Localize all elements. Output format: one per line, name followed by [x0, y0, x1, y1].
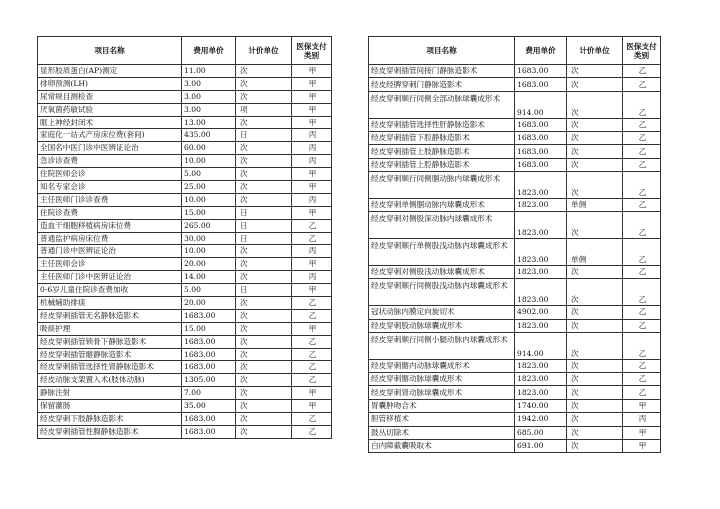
item-name-cell: 经皮穿刺插管性腺静脉造影术	[38, 425, 182, 438]
billing-unit-cell: 日	[236, 129, 292, 142]
insurance-category-cell: 丙	[623, 413, 661, 426]
insurance-category-cell: 乙	[292, 335, 332, 348]
insurance-category-cell: 甲	[292, 90, 332, 103]
table-row	[38, 245, 332, 258]
insurance-category-cell: 乙	[623, 65, 661, 78]
unit-price-cell: 1823.00	[515, 386, 567, 399]
insurance-category-cell: 乙	[623, 118, 661, 131]
billing-unit-cell: 次	[567, 426, 623, 439]
insurance-category-cell: 乙	[292, 361, 332, 374]
table-row	[38, 309, 332, 322]
table-row	[38, 193, 332, 206]
header-item-name: 项目名称	[38, 37, 182, 65]
insurance-category-cell: 乙	[623, 131, 661, 144]
item-name-cell: 眶上神经封闭术	[38, 116, 182, 129]
unit-price-cell: 435.00	[182, 129, 236, 142]
table-header-row	[369, 37, 661, 65]
table-header-row	[38, 37, 332, 65]
unit-price-cell: 1683.00	[182, 413, 236, 426]
table-row	[38, 335, 332, 348]
unit-price-cell: 1823.00	[515, 172, 567, 199]
insurance-category-cell: 甲	[623, 399, 661, 412]
table-row	[38, 258, 332, 271]
billing-unit-cell: 次	[567, 91, 623, 118]
header-item-name: 项目名称	[369, 37, 515, 65]
unit-price-cell: 691.00	[515, 440, 567, 453]
item-name-cell: 造血干细胞移植病房床位费	[38, 219, 182, 232]
item-name-cell: 机械辅助排痰	[38, 297, 182, 310]
item-name-cell: 经皮穿刺股动脉球囊成形术	[369, 319, 515, 332]
billing-unit-cell: 次	[236, 181, 292, 194]
billing-unit-cell: 次	[236, 168, 292, 181]
unit-price-cell: 20.00	[182, 297, 236, 310]
insurance-category-cell: 乙	[623, 172, 661, 199]
insurance-category-cell: 乙	[623, 91, 661, 118]
item-name-cell: 吸痰护理	[38, 322, 182, 335]
unit-price-cell: 1823.00	[515, 198, 567, 211]
insurance-category-cell: 丙	[292, 155, 332, 168]
table-row	[38, 155, 332, 168]
table-row	[369, 359, 661, 372]
unit-price-cell: 35.00	[182, 400, 236, 413]
table-row	[38, 219, 332, 232]
billing-unit-cell: 次	[567, 265, 623, 278]
item-name-cell: 知名专家会诊	[38, 181, 182, 194]
item-name-cell: 经皮穿刺单侧腘动脉内球囊成形术	[369, 198, 515, 211]
unit-price-cell: 13.00	[182, 116, 236, 129]
table-row	[369, 131, 661, 144]
insurance-category-cell: 甲	[292, 181, 332, 194]
table-row	[38, 129, 332, 142]
billing-unit-cell: 单侧	[567, 198, 623, 211]
table-row	[38, 413, 332, 426]
billing-unit-cell: 次	[567, 306, 623, 319]
unit-price-cell: 1683.00	[182, 309, 236, 322]
table-row	[369, 65, 661, 78]
item-name-cell: 静脉注射	[38, 387, 182, 400]
unit-price-cell: 5.00	[182, 168, 236, 181]
billing-unit-cell: 次	[567, 359, 623, 372]
table-row	[369, 265, 661, 278]
billing-unit-cell: 次	[236, 348, 292, 361]
insurance-category-cell: 乙	[292, 219, 332, 232]
insurance-category-cell: 甲	[623, 426, 661, 439]
unit-price-cell: 1683.00	[182, 425, 236, 438]
unit-price-cell: 1683.00	[515, 78, 567, 91]
insurance-category-cell: 乙	[623, 145, 661, 158]
billing-unit-cell: 次	[567, 279, 623, 306]
item-name-cell: 排卵预测(LH)	[38, 77, 182, 90]
item-name-cell: 经皮动脉支架置入术(肢体动脉)	[38, 374, 182, 387]
item-name-cell: 显形胶质蛋白(AP)测定	[38, 65, 182, 78]
unit-price-cell: 1683.00	[515, 131, 567, 144]
billing-unit-cell: 次	[567, 78, 623, 91]
table-row	[38, 168, 332, 181]
table-row	[369, 118, 661, 131]
table-row	[369, 145, 661, 158]
unit-price-cell: 7.00	[182, 387, 236, 400]
table-row	[38, 361, 332, 374]
item-name-cell: 白内障截囊吸取术	[369, 440, 515, 453]
unit-price-cell: 1305.00	[182, 374, 236, 387]
unit-price-cell: 1683.00	[182, 348, 236, 361]
insurance-category-cell: 乙	[623, 319, 661, 332]
insurance-category-cell: 乙	[292, 297, 332, 310]
left-table-body	[38, 65, 332, 439]
unit-price-cell: 685.00	[515, 426, 567, 439]
table-row	[369, 198, 661, 211]
insurance-category-cell: 丙	[292, 129, 332, 142]
table-row	[369, 319, 661, 332]
billing-unit-cell: 日	[236, 284, 292, 297]
insurance-category-cell: 甲	[292, 284, 332, 297]
billing-unit-cell: 次	[236, 90, 292, 103]
unit-price-cell: 4902.00	[515, 306, 567, 319]
item-name-cell: 经皮穿刺插管下腔静脉造影术	[369, 131, 515, 144]
item-name-cell: 经皮穿刺顺行同侧股浅动脉内球囊成形术	[369, 279, 515, 306]
insurance-category-cell: 乙	[623, 279, 661, 306]
billing-unit-cell: 次	[236, 425, 292, 438]
billing-unit-cell: 次	[567, 118, 623, 131]
insurance-category-cell: 甲	[292, 400, 332, 413]
billing-unit-cell: 次	[236, 116, 292, 129]
item-name-cell: 经皮穿刺肾动脉球囊成形术	[369, 386, 515, 399]
billing-unit-cell: 次	[236, 413, 292, 426]
item-name-cell: 0-6岁儿童住院诊查费加收	[38, 284, 182, 297]
billing-unit-cell: 次	[236, 361, 292, 374]
unit-price-cell: 914.00	[515, 91, 567, 118]
table-row	[38, 374, 332, 387]
billing-unit-cell: 日	[236, 232, 292, 245]
item-name-cell: 经皮穿刺插管锁骨下静脉造影术	[38, 335, 182, 348]
insurance-category-cell: 丙	[292, 142, 332, 155]
insurance-category-cell: 甲	[292, 258, 332, 271]
item-name-cell: 经皮穿刺对侧股深动脉内球囊成形术	[369, 212, 515, 239]
table-row	[38, 206, 332, 219]
item-name-cell: 经皮穿刺髂内动脉球囊成形术	[369, 359, 515, 372]
unit-price-cell: 1683.00	[515, 145, 567, 158]
billing-unit-cell: 次	[567, 65, 623, 78]
unit-price-cell: 1683.00	[182, 361, 236, 374]
unit-price-cell: 1823.00	[515, 279, 567, 306]
table-row	[38, 181, 332, 194]
header-unit-price: 费用单价	[515, 37, 567, 65]
insurance-category-cell: 乙	[623, 212, 661, 239]
unit-price-cell: 10.00	[182, 193, 236, 206]
unit-price-cell: 1823.00	[515, 239, 567, 266]
insurance-category-cell: 乙	[623, 239, 661, 266]
insurance-category-cell: 甲	[292, 206, 332, 219]
table-row	[369, 239, 661, 266]
billing-unit-cell: 次	[567, 319, 623, 332]
item-name-cell: 住院医师会诊	[38, 168, 182, 181]
billing-unit-cell: 次	[236, 309, 292, 322]
billing-unit-cell: 次	[236, 77, 292, 90]
unit-price-cell: 60.00	[182, 142, 236, 155]
billing-unit-cell: 次	[567, 172, 623, 199]
table-row	[38, 103, 332, 116]
item-name-cell: 厌氧菌药敏试验	[38, 103, 182, 116]
unit-price-cell: 1823.00	[515, 265, 567, 278]
item-name-cell: 经皮穿刺插管上腔静脉造影术	[369, 158, 515, 171]
unit-price-cell: 1823.00	[515, 359, 567, 372]
billing-unit-cell: 次	[236, 400, 292, 413]
table-row	[369, 426, 661, 439]
insurance-category-cell: 甲	[292, 65, 332, 78]
table-row	[38, 65, 332, 78]
insurance-category-cell: 乙	[623, 265, 661, 278]
unit-price-cell: 15.00	[182, 322, 236, 335]
unit-price-cell: 1823.00	[515, 319, 567, 332]
billing-unit-cell: 次	[236, 142, 292, 155]
unit-price-cell: 5.00	[182, 284, 236, 297]
item-name-cell: 经皮穿刺下肢静脉造影术	[38, 413, 182, 426]
billing-unit-cell: 次	[567, 373, 623, 386]
table-row	[369, 279, 661, 306]
billing-unit-cell: 次	[236, 193, 292, 206]
fee-table-left	[37, 36, 332, 439]
unit-price-cell: 1683.00	[515, 158, 567, 171]
unit-price-cell: 30.00	[182, 232, 236, 245]
insurance-category-cell: 丙	[292, 271, 332, 284]
table-row	[369, 332, 661, 359]
billing-unit-cell: 次	[567, 413, 623, 426]
billing-unit-cell: 次	[567, 332, 623, 359]
insurance-category-cell: 乙	[623, 198, 661, 211]
unit-price-cell: 1683.00	[515, 118, 567, 131]
table-row	[38, 271, 332, 284]
table-row	[38, 322, 332, 335]
table-row	[369, 212, 661, 239]
insurance-category-cell: 甲	[292, 77, 332, 90]
insurance-category-cell: 乙	[623, 373, 661, 386]
billing-unit-cell: 次	[236, 155, 292, 168]
item-name-cell: 家庭化一站式产房床位费(套间)	[38, 129, 182, 142]
item-name-cell: 经皮穿刺髂动脉球囊成形术	[369, 373, 515, 386]
header-unit-price: 费用单价	[182, 37, 236, 65]
item-name-cell: 经皮穿刺插管选择性肝静脉造影术	[369, 118, 515, 131]
billing-unit-cell: 次	[236, 297, 292, 310]
table-row	[38, 348, 332, 361]
table-row	[369, 78, 661, 91]
item-name-cell: 经皮穿刺顺行同侧小腿动脉内球囊成形术	[369, 332, 515, 359]
header-billing-unit: 计价单位	[567, 37, 623, 65]
header-insurance-category: 医保支付类别	[292, 37, 332, 65]
table-row	[369, 413, 661, 426]
header-billing-unit: 计价单位	[236, 37, 292, 65]
item-name-cell: 住院诊查费	[38, 206, 182, 219]
table-row	[369, 373, 661, 386]
table-row	[369, 306, 661, 319]
item-name-cell: 保留灌肠	[38, 400, 182, 413]
table-row	[38, 297, 332, 310]
unit-price-cell: 1823.00	[515, 212, 567, 239]
table-row	[38, 90, 332, 103]
unit-price-cell: 25.00	[182, 181, 236, 194]
insurance-category-cell: 乙	[292, 374, 332, 387]
insurance-category-cell: 甲	[292, 168, 332, 181]
item-name-cell: 全国名中医门诊中医辨证论治	[38, 142, 182, 155]
billing-unit-cell: 次	[567, 131, 623, 144]
item-name-cell: 经皮穿刺插管髂静脉造影术	[38, 348, 182, 361]
billing-unit-cell: 次	[236, 322, 292, 335]
item-name-cell: 主任医师门诊中医辨证论治	[38, 271, 182, 284]
item-name-cell: 急诊诊查费	[38, 155, 182, 168]
billing-unit-cell: 次	[567, 145, 623, 158]
billing-unit-cell: 次	[236, 387, 292, 400]
insurance-category-cell: 乙	[292, 413, 332, 426]
insurance-category-cell: 乙	[292, 425, 332, 438]
insurance-category-cell: 乙	[292, 348, 332, 361]
billing-unit-cell: 次	[567, 386, 623, 399]
table-row	[38, 232, 332, 245]
item-name-cell: 经皮穿刺插管选择性肾静脉造影术	[38, 361, 182, 374]
item-name-cell: 经皮经脾穿刺门静脉造影术	[369, 78, 515, 91]
unit-price-cell: 265.00	[182, 219, 236, 232]
billing-unit-cell: 次	[236, 271, 292, 284]
item-name-cell: 主任医师会诊	[38, 258, 182, 271]
unit-price-cell: 14.00	[182, 271, 236, 284]
table-row	[38, 425, 332, 438]
insurance-category-cell: 丙	[292, 245, 332, 258]
table-row	[369, 158, 661, 171]
item-name-cell: 经皮穿刺插管间接门静脉造影术	[369, 65, 515, 78]
item-name-cell: 经皮穿刺顺行同侧腘动脉内球囊成形术	[369, 172, 515, 199]
unit-price-cell: 10.00	[182, 245, 236, 258]
item-name-cell: 经皮穿刺顺行同侧全部动脉球囊成形术	[369, 91, 515, 118]
insurance-category-cell: 甲	[623, 440, 661, 453]
table-row	[38, 116, 332, 129]
right-table-body	[369, 65, 661, 453]
billing-unit-cell: 次	[236, 245, 292, 258]
unit-price-cell: 10.00	[182, 155, 236, 168]
item-name-cell: 经皮穿刺插管上肢静脉造影术	[369, 145, 515, 158]
insurance-category-cell: 甲	[292, 322, 332, 335]
insurance-category-cell: 乙	[623, 158, 661, 171]
billing-unit-cell: 次	[567, 399, 623, 412]
insurance-category-cell: 乙	[292, 309, 332, 322]
billing-unit-cell: 次	[567, 212, 623, 239]
table-row	[38, 387, 332, 400]
billing-unit-cell: 次	[567, 440, 623, 453]
table-row	[369, 172, 661, 199]
item-name-cell: 胃囊肿吻合术	[369, 399, 515, 412]
unit-price-cell: 1740.00	[515, 399, 567, 412]
item-name-cell: 普通监护病房床位费	[38, 232, 182, 245]
item-name-cell: 冠状动脉内膜定向旋切术	[369, 306, 515, 319]
unit-price-cell: 1942.00	[515, 413, 567, 426]
item-name-cell: 鼓丛切除术	[369, 426, 515, 439]
unit-price-cell: 1683.00	[515, 65, 567, 78]
table-row	[38, 284, 332, 297]
insurance-category-cell: 乙	[623, 332, 661, 359]
table-row	[38, 400, 332, 413]
insurance-category-cell: 甲	[292, 116, 332, 129]
insurance-category-cell: 乙	[292, 232, 332, 245]
billing-unit-cell: 次	[236, 258, 292, 271]
billing-unit-cell: 次	[236, 374, 292, 387]
insurance-category-cell: 丙	[292, 193, 332, 206]
billing-unit-cell: 项	[236, 103, 292, 116]
item-name-cell: 胆管移植术	[369, 413, 515, 426]
billing-unit-cell: 日	[236, 206, 292, 219]
insurance-category-cell: 乙	[623, 306, 661, 319]
insurance-category-cell: 乙	[623, 78, 661, 91]
header-insurance-category: 医保支付类别	[623, 37, 661, 65]
insurance-category-cell: 甲	[292, 387, 332, 400]
billing-unit-cell: 单侧	[567, 239, 623, 266]
billing-unit-cell: 次	[236, 335, 292, 348]
billing-unit-cell: 次	[236, 65, 292, 78]
item-name-cell: 尿常规目测检查	[38, 90, 182, 103]
table-row	[38, 142, 332, 155]
unit-price-cell: 914.00	[515, 332, 567, 359]
unit-price-cell: 1683.00	[182, 335, 236, 348]
item-name-cell: 经皮穿刺顺行单侧股浅动脉内球囊成形术	[369, 239, 515, 266]
unit-price-cell: 20.00	[182, 258, 236, 271]
unit-price-cell: 3.00	[182, 90, 236, 103]
unit-price-cell: 3.00	[182, 77, 236, 90]
fee-table-right	[368, 36, 661, 453]
table-row	[369, 386, 661, 399]
item-name-cell: 主任医师门诊诊查费	[38, 193, 182, 206]
unit-price-cell: 1823.00	[515, 373, 567, 386]
unit-price-cell: 3.00	[182, 103, 236, 116]
item-name-cell: 普通门诊中医辨证论治	[38, 245, 182, 258]
billing-unit-cell: 日	[236, 219, 292, 232]
unit-price-cell: 15.00	[182, 206, 236, 219]
item-name-cell: 经皮穿刺对侧股浅动脉球囊成形术	[369, 265, 515, 278]
table-row	[369, 440, 661, 453]
insurance-category-cell: 甲	[292, 103, 332, 116]
insurance-category-cell: 乙	[623, 386, 661, 399]
table-row	[369, 399, 661, 412]
insurance-category-cell: 乙	[623, 359, 661, 372]
billing-unit-cell: 次	[567, 158, 623, 171]
item-name-cell: 经皮穿刺插管无名静脉造影术	[38, 309, 182, 322]
table-row	[369, 91, 661, 118]
table-row	[38, 77, 332, 90]
unit-price-cell: 11.00	[182, 65, 236, 78]
